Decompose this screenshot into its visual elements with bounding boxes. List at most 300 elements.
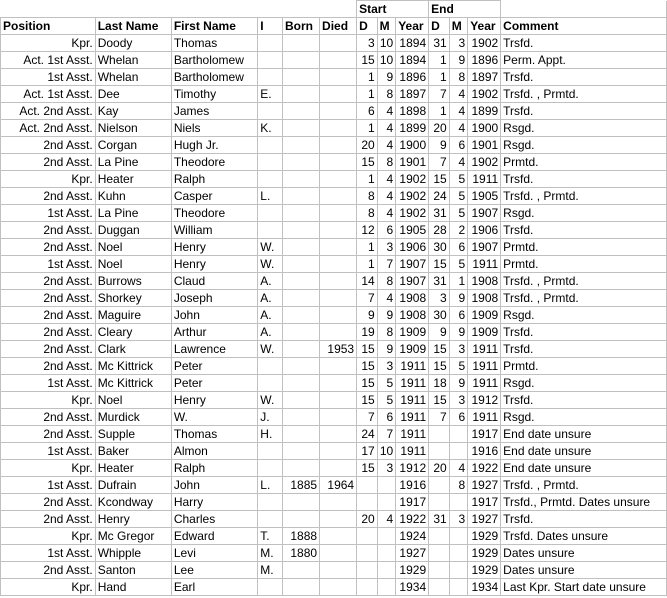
cell-end-year: 1927	[468, 477, 501, 494]
cell-end-month: 5	[449, 205, 468, 222]
col-header-born: Born	[283, 18, 320, 35]
cell-first-name: Timothy	[171, 86, 257, 103]
cell-first-name: Joseph	[171, 290, 257, 307]
cell-initial: T.	[258, 528, 283, 545]
cell-comment: Rsgd.	[501, 137, 667, 154]
cell-end-month: 4	[449, 86, 468, 103]
cell-last-name: Mc Gregor	[95, 528, 171, 545]
cell-initial: M.	[258, 545, 283, 562]
cell-first-name: Henry	[171, 239, 257, 256]
cell-end-day: 20	[429, 120, 450, 137]
cell-end-month	[449, 426, 468, 443]
cell-first-name: Peter	[171, 358, 257, 375]
cell-died	[320, 188, 357, 205]
cell-start-month: 5	[377, 375, 396, 392]
cell-born	[283, 239, 320, 256]
cell-start-month: 8	[377, 86, 396, 103]
cell-position: 2nd Asst.	[1, 494, 96, 511]
cell-born	[283, 103, 320, 120]
table-row	[1, 137, 667, 154]
cell-born: 1888	[283, 528, 320, 545]
table-row	[1, 154, 667, 171]
cell-start-month	[377, 477, 396, 494]
cell-start-month: 4	[377, 137, 396, 154]
table-row	[1, 460, 667, 477]
cell-position: 2nd Asst.	[1, 188, 96, 205]
cell-start-year: 1911	[396, 426, 429, 443]
cell-first-name: Charles	[171, 511, 257, 528]
cell-died	[320, 154, 357, 171]
cell-end-year: 1929	[468, 562, 501, 579]
cell-died	[320, 222, 357, 239]
cell-end-year: 1901	[468, 137, 501, 154]
cell-first-name: Casper	[171, 188, 257, 205]
col-header-last-name: Last Name	[95, 18, 171, 35]
cell-end-month: 4	[449, 154, 468, 171]
cell-died	[320, 443, 357, 460]
group-header-spacer	[1, 1, 357, 18]
cell-start-day	[357, 477, 378, 494]
cell-comment: Trsfd.	[501, 69, 667, 86]
cell-comment: Trsfd. , Prmtd.	[501, 477, 667, 494]
cell-initial: A.	[258, 290, 283, 307]
cell-end-day: 20	[429, 460, 450, 477]
cell-initial: E.	[258, 86, 283, 103]
cell-end-year: 1911	[468, 409, 501, 426]
cell-born	[283, 579, 320, 596]
cell-start-month: 9	[377, 341, 396, 358]
cell-first-name: Henry	[171, 392, 257, 409]
cell-start-day: 1	[357, 120, 378, 137]
cell-start-year: 1907	[396, 273, 429, 290]
cell-last-name: Santon	[95, 562, 171, 579]
cell-start-day	[357, 579, 378, 596]
cell-start-day: 15	[357, 154, 378, 171]
table-row	[1, 545, 667, 562]
table-row	[1, 290, 667, 307]
cell-last-name: Dee	[95, 86, 171, 103]
cell-died	[320, 494, 357, 511]
cell-born	[283, 35, 320, 52]
cell-position: Act. 1st Asst.	[1, 52, 96, 69]
cell-first-name: Theodore	[171, 154, 257, 171]
table-row	[1, 120, 667, 137]
cell-died	[320, 460, 357, 477]
table-row	[1, 69, 667, 86]
cell-died	[320, 205, 357, 222]
table-row	[1, 307, 667, 324]
cell-born	[283, 392, 320, 409]
cell-end-year: 1906	[468, 222, 501, 239]
cell-end-day: 1	[429, 103, 450, 120]
cell-last-name: Hand	[95, 579, 171, 596]
cell-initial	[258, 460, 283, 477]
cell-start-day: 1	[357, 256, 378, 273]
cell-comment: End date unsure	[501, 460, 667, 477]
cell-last-name: Burrows	[95, 273, 171, 290]
cell-end-day: 9	[429, 137, 450, 154]
cell-first-name: Arthur	[171, 324, 257, 341]
cell-initial	[258, 222, 283, 239]
cell-position: 2nd Asst.	[1, 307, 96, 324]
cell-first-name: Claud	[171, 273, 257, 290]
cell-start-day	[357, 545, 378, 562]
cell-died	[320, 86, 357, 103]
cell-first-name: John	[171, 477, 257, 494]
cell-initial	[258, 358, 283, 375]
cell-end-month	[449, 443, 468, 460]
cell-start-day: 15	[357, 341, 378, 358]
cell-end-month: 4	[449, 103, 468, 120]
cell-end-day: 24	[429, 188, 450, 205]
cell-last-name: Kay	[95, 103, 171, 120]
cell-start-day: 20	[357, 137, 378, 154]
cell-first-name: Earl	[171, 579, 257, 596]
cell-comment: Trsfd. , Prmtd.	[501, 273, 667, 290]
cell-start-day: 12	[357, 222, 378, 239]
cell-start-day: 17	[357, 443, 378, 460]
cell-start-month: 9	[377, 69, 396, 86]
cell-born	[283, 273, 320, 290]
cell-position: 2nd Asst.	[1, 324, 96, 341]
cell-end-year: 1911	[468, 341, 501, 358]
cell-end-day: 18	[429, 375, 450, 392]
cell-start-day: 24	[357, 426, 378, 443]
cell-last-name: Henry	[95, 511, 171, 528]
cell-born	[283, 256, 320, 273]
cell-end-month: 6	[449, 409, 468, 426]
table-row	[1, 86, 667, 103]
cell-start-year: 1898	[396, 103, 429, 120]
cell-start-year: 1896	[396, 69, 429, 86]
cell-end-day: 7	[429, 86, 450, 103]
cell-start-month: 5	[377, 392, 396, 409]
cell-start-day: 6	[357, 103, 378, 120]
cell-start-day	[357, 528, 378, 545]
cell-start-year: 1908	[396, 307, 429, 324]
cell-end-month: 6	[449, 137, 468, 154]
cell-position: 2nd Asst.	[1, 426, 96, 443]
cell-born	[283, 494, 320, 511]
cell-start-month	[377, 494, 396, 511]
cell-end-year: 1902	[468, 154, 501, 171]
cell-initial: W.	[258, 239, 283, 256]
cell-last-name: Maguire	[95, 307, 171, 324]
cell-end-month	[449, 579, 468, 596]
cell-start-year: 1899	[396, 120, 429, 137]
cell-initial	[258, 35, 283, 52]
cell-comment: Dates unsure	[501, 562, 667, 579]
cell-end-day	[429, 528, 450, 545]
cell-born: 1885	[283, 477, 320, 494]
cell-end-month: 8	[449, 69, 468, 86]
cell-start-day: 9	[357, 307, 378, 324]
cell-died	[320, 69, 357, 86]
cell-last-name: Noel	[95, 392, 171, 409]
table-row	[1, 341, 667, 358]
cell-comment: Last Kpr. Start date unsure	[501, 579, 667, 596]
col-header-start-day: D	[357, 18, 378, 35]
cell-end-month: 3	[449, 392, 468, 409]
cell-died: 1964	[320, 477, 357, 494]
cell-start-day: 20	[357, 511, 378, 528]
cell-start-year: 1901	[396, 154, 429, 171]
table-row	[1, 239, 667, 256]
cell-comment: Rsgd.	[501, 120, 667, 137]
cell-end-year: 1907	[468, 205, 501, 222]
cell-first-name: Peter	[171, 375, 257, 392]
cell-end-month: 5	[449, 188, 468, 205]
cell-end-year: 1911	[468, 375, 501, 392]
table-row	[1, 171, 667, 188]
col-header-end-year: Year	[468, 18, 501, 35]
cell-born	[283, 290, 320, 307]
cell-born	[283, 341, 320, 358]
cell-comment: Trsfd.	[501, 324, 667, 341]
cell-initial	[258, 205, 283, 222]
cell-born	[283, 69, 320, 86]
table-row	[1, 324, 667, 341]
cell-position: 2nd Asst.	[1, 358, 96, 375]
cell-born: 1880	[283, 545, 320, 562]
table-row	[1, 222, 667, 239]
cell-died	[320, 358, 357, 375]
table-row	[1, 35, 667, 52]
cell-comment: Perm. Appt.	[501, 52, 667, 69]
cell-start-day	[357, 562, 378, 579]
cell-last-name: Heater	[95, 171, 171, 188]
cell-born	[283, 222, 320, 239]
cell-last-name: Kcondway	[95, 494, 171, 511]
cell-end-month: 9	[449, 375, 468, 392]
cell-comment: Trsfd. Dates unsure	[501, 528, 667, 545]
cell-start-year: 1911	[396, 375, 429, 392]
cell-start-month: 4	[377, 511, 396, 528]
cell-died	[320, 137, 357, 154]
cell-born	[283, 409, 320, 426]
cell-died	[320, 511, 357, 528]
col-header-start-year: Year	[396, 18, 429, 35]
cell-start-year: 1897	[396, 86, 429, 103]
cell-comment: Rsgd.	[501, 205, 667, 222]
cell-end-day	[429, 562, 450, 579]
cell-last-name: La Pine	[95, 154, 171, 171]
cell-end-month: 9	[449, 52, 468, 69]
cell-end-month: 3	[449, 511, 468, 528]
cell-end-month: 5	[449, 171, 468, 188]
cell-comment: Trsfd.	[501, 392, 667, 409]
cell-end-day: 15	[429, 171, 450, 188]
cell-end-day	[429, 579, 450, 596]
cell-end-year: 1900	[468, 120, 501, 137]
cell-initial	[258, 494, 283, 511]
cell-start-year: 1905	[396, 222, 429, 239]
cell-start-month: 10	[377, 35, 396, 52]
cell-end-month: 1	[449, 273, 468, 290]
cell-died	[320, 409, 357, 426]
cell-died	[320, 239, 357, 256]
cell-start-month: 4	[377, 205, 396, 222]
cell-position: 2nd Asst.	[1, 137, 96, 154]
cell-first-name: Harry	[171, 494, 257, 511]
cell-comment: Trsfd.	[501, 222, 667, 239]
end-group-header: End	[429, 1, 501, 18]
cell-died	[320, 171, 357, 188]
cell-last-name: Heater	[95, 460, 171, 477]
cell-last-name: Doody	[95, 35, 171, 52]
cell-born	[283, 426, 320, 443]
cell-position: 2nd Asst.	[1, 154, 96, 171]
cell-end-month	[449, 562, 468, 579]
cell-start-day: 8	[357, 188, 378, 205]
cell-died	[320, 324, 357, 341]
cell-end-month: 3	[449, 341, 468, 358]
cell-first-name: Bartholomew	[171, 69, 257, 86]
cell-position: 1st Asst.	[1, 256, 96, 273]
cell-end-month: 3	[449, 35, 468, 52]
cell-born	[283, 460, 320, 477]
col-header-initial: I	[258, 18, 283, 35]
col-header-comment: Comment	[501, 18, 667, 35]
cell-comment: Dates unsure	[501, 545, 667, 562]
cell-position: 1st Asst.	[1, 443, 96, 460]
cell-start-month	[377, 545, 396, 562]
cell-initial	[258, 375, 283, 392]
cell-born	[283, 52, 320, 69]
cell-comment: Rsgd.	[501, 375, 667, 392]
cell-start-year: 1934	[396, 579, 429, 596]
cell-first-name: Theodore	[171, 205, 257, 222]
cell-position: 2nd Asst.	[1, 409, 96, 426]
cell-end-day: 1	[429, 69, 450, 86]
cell-end-day: 7	[429, 409, 450, 426]
cell-start-month: 7	[377, 426, 396, 443]
cell-start-month: 3	[377, 358, 396, 375]
cell-start-month: 3	[377, 239, 396, 256]
cell-died	[320, 103, 357, 120]
cell-position: Kpr.	[1, 460, 96, 477]
cell-position: Act. 2nd Asst.	[1, 103, 96, 120]
cell-end-day: 31	[429, 205, 450, 222]
cell-born	[283, 324, 320, 341]
cell-last-name: Duggan	[95, 222, 171, 239]
cell-comment: End date unsure	[501, 443, 667, 460]
cell-end-month: 6	[449, 239, 468, 256]
cell-died	[320, 392, 357, 409]
cell-comment: Trsfd. , Prmtd.	[501, 86, 667, 103]
cell-initial	[258, 69, 283, 86]
cell-start-month: 6	[377, 222, 396, 239]
table-row	[1, 494, 667, 511]
cell-died	[320, 35, 357, 52]
cell-end-day	[429, 426, 450, 443]
cell-last-name: Baker	[95, 443, 171, 460]
cell-born	[283, 307, 320, 324]
table-row	[1, 426, 667, 443]
cell-start-month	[377, 562, 396, 579]
cell-start-year: 1894	[396, 52, 429, 69]
cell-start-day: 19	[357, 324, 378, 341]
cell-end-day: 30	[429, 307, 450, 324]
table-row	[1, 409, 667, 426]
cell-first-name: Henry	[171, 256, 257, 273]
cell-first-name: James	[171, 103, 257, 120]
cell-start-month	[377, 528, 396, 545]
cell-end-day	[429, 477, 450, 494]
cell-start-month: 4	[377, 290, 396, 307]
cell-born	[283, 562, 320, 579]
cell-end-month: 2	[449, 222, 468, 239]
cell-position: 2nd Asst.	[1, 511, 96, 528]
cell-position: Kpr.	[1, 579, 96, 596]
cell-initial	[258, 137, 283, 154]
cell-end-year: 1908	[468, 290, 501, 307]
cell-start-year: 1906	[396, 239, 429, 256]
table-row	[1, 528, 667, 545]
table-row	[1, 477, 667, 494]
cell-start-day: 1	[357, 239, 378, 256]
cell-position: 2nd Asst.	[1, 290, 96, 307]
cell-born	[283, 511, 320, 528]
cell-start-month: 6	[377, 409, 396, 426]
col-header-start-month: M	[377, 18, 396, 35]
cell-end-year: 1897	[468, 69, 501, 86]
group-header-row	[1, 1, 667, 18]
cell-end-month: 9	[449, 324, 468, 341]
col-header-end-day: D	[429, 18, 450, 35]
cell-start-year: 1922	[396, 511, 429, 528]
cell-end-day: 15	[429, 392, 450, 409]
cell-start-day: 8	[357, 205, 378, 222]
cell-born	[283, 86, 320, 103]
cell-start-day	[357, 494, 378, 511]
cell-died	[320, 426, 357, 443]
cell-first-name: Thomas	[171, 426, 257, 443]
start-group-header: Start	[357, 1, 429, 18]
cell-start-day: 14	[357, 273, 378, 290]
cell-end-day: 3	[429, 290, 450, 307]
cell-died	[320, 273, 357, 290]
cell-end-month: 6	[449, 307, 468, 324]
cell-born	[283, 171, 320, 188]
cell-initial: K.	[258, 120, 283, 137]
cell-end-year: 1908	[468, 273, 501, 290]
cell-start-year: 1912	[396, 460, 429, 477]
cell-end-year: 1917	[468, 426, 501, 443]
cell-end-year: 1927	[468, 511, 501, 528]
cell-end-year: 1905	[468, 188, 501, 205]
cell-start-year: 1917	[396, 494, 429, 511]
cell-end-year: 1916	[468, 443, 501, 460]
cell-initial: W.	[258, 392, 283, 409]
cell-last-name: Whelan	[95, 69, 171, 86]
cell-first-name: John	[171, 307, 257, 324]
cell-last-name: Noel	[95, 239, 171, 256]
cell-died	[320, 307, 357, 324]
cell-start-year: 1911	[396, 443, 429, 460]
cell-start-year: 1902	[396, 205, 429, 222]
cell-last-name: Shorkey	[95, 290, 171, 307]
cell-died	[320, 52, 357, 69]
cell-start-year: 1900	[396, 137, 429, 154]
cell-first-name: Thomas	[171, 35, 257, 52]
table-row	[1, 256, 667, 273]
cell-initial: L.	[258, 477, 283, 494]
cell-end-month: 9	[449, 290, 468, 307]
cell-first-name: W.	[171, 409, 257, 426]
cell-end-day: 7	[429, 154, 450, 171]
cell-born	[283, 188, 320, 205]
